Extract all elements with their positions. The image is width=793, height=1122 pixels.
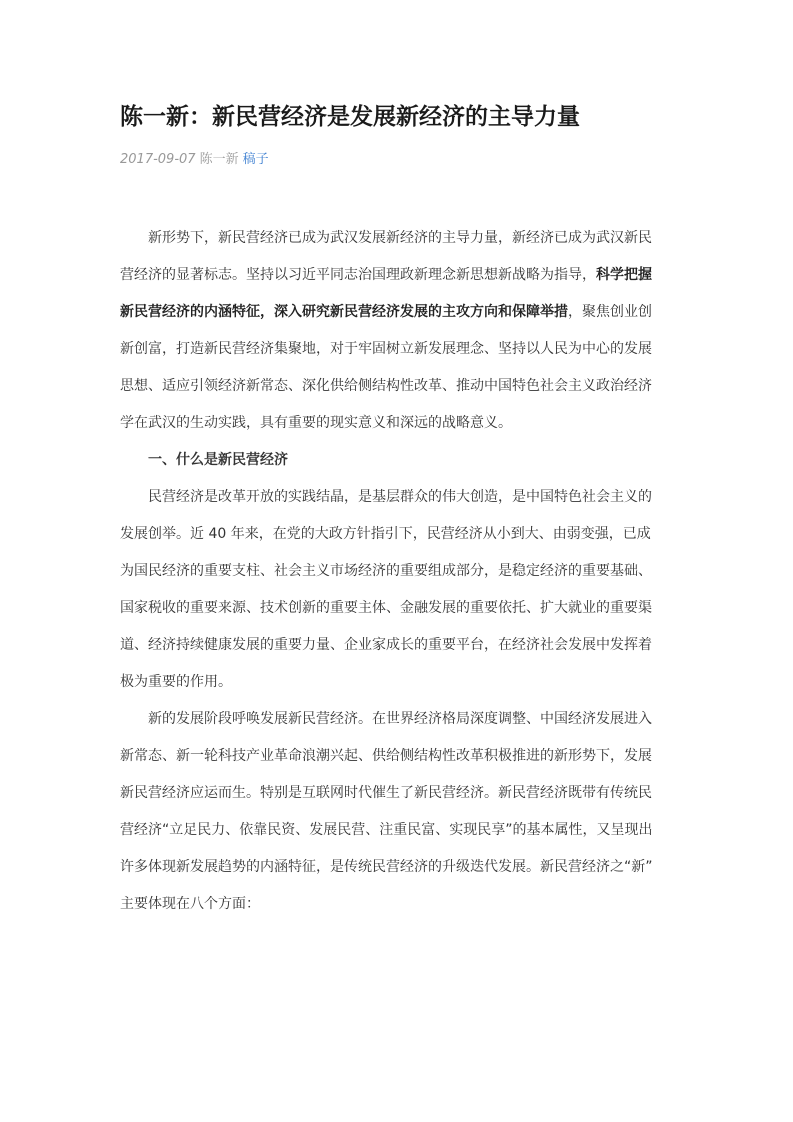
paragraph-line: 营经济“立足民力、依靠民资、发展民营、注重民富、实现民享”的基本属性，又呈现出 <box>120 822 653 838</box>
paragraph-line: 新常态、新一轮科技产业革命浪潮兴起、供给侧结构性改革积极推进的新形势下，发展 <box>120 748 652 764</box>
paragraph-line: 主要体现在八个方面： <box>120 896 260 912</box>
paragraph-new-stage <box>120 701 680 923</box>
article-title: 陈一新：新民营经济是发展新经济的主导力量 <box>120 104 580 130</box>
paragraph-line: 思想、适应引领经济新常态、深化供给侧结构性改革、推动中国特色社会主义政治经济 <box>120 378 652 394</box>
section-heading: 一、什么是新民营经济 <box>148 452 288 468</box>
line-text: 营经济的显著标志。坚持以习近平同志治国理政新理念新思想新战略为指导， <box>120 267 596 283</box>
paragraph-line: 新创富，打造新民营经济集聚地，对于牢固树立新发展理念、坚持以人民为中心的发展 <box>120 341 652 357</box>
paragraph-line <box>120 294 680 331</box>
paragraph-line <box>120 257 680 294</box>
bold-text: 科学把握 <box>596 267 652 283</box>
paragraph-line: 许多体现新发展趋势的内涵特征，是传统民营经济的升级迭代发展。新民营经济之“新” <box>120 859 653 875</box>
publish-date: 2017-09-07 <box>120 152 196 167</box>
paragraph-line: 为国民经济的重要支柱、社会主义市场经济的重要组成部分，是稳定经济的重要基础、 <box>120 563 652 579</box>
bold-text: 新民营经济的内涵特征，深入研究新民营经济发展的主攻方向和保障举措 <box>120 304 568 320</box>
line-text: ，聚焦创业创 <box>568 304 652 320</box>
paragraph-line: 发展创举。近 40 年来，在党的大政方针指引下，民营经济从小到大、由弱变强，已成 <box>120 526 651 542</box>
paragraph-line: 新民营经济应运而生。特别是互联网时代催生了新民营经济。新民营经济既带有传统民 <box>120 785 652 801</box>
paragraph-line: 学在武汉的生动实践，具有重要的现实意义和深远的战略意义。 <box>120 415 512 431</box>
paragraph-private-economy <box>120 479 680 701</box>
paragraph-intro <box>120 220 680 442</box>
article-body <box>120 220 680 923</box>
paragraph-line: 民营经济是改革开放的实践结晶，是基层群众的伟大创造，是中国特色社会主义的 <box>148 489 652 505</box>
paragraph-line: 新的发展阶段呼唤发展新民营经济。在世界经济格局深度调整、中国经济发展进入 <box>148 711 652 727</box>
author-name: 陈一新 <box>199 152 239 167</box>
article <box>120 100 680 923</box>
paragraph-line: 极为重要的作用。 <box>120 674 232 690</box>
category-link[interactable]: 稿子 <box>242 152 269 167</box>
paragraph-line: 新形势下，新民营经济已成为武汉发展新经济的主导力量，新经济已成为武汉新民 <box>148 230 652 246</box>
paragraph-line: 国家税收的重要来源、技术创新的重要主体、金融发展的重要依托、扩大就业的重要渠 <box>120 600 652 616</box>
article-meta <box>120 150 680 170</box>
paragraph-line: 道、经济持续健康发展的重要力量、企业家成长的重要平台，在经济社会发展中发挥着 <box>120 637 652 653</box>
